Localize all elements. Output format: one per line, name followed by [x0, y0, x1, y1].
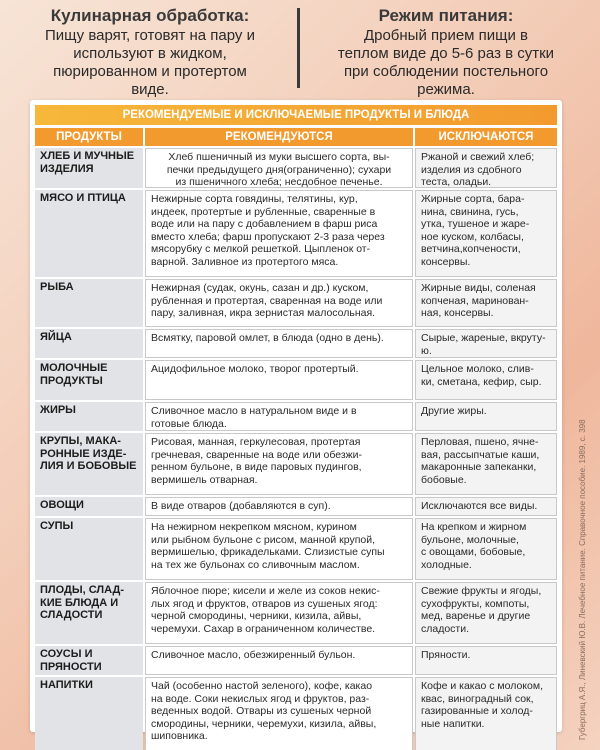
excluded-cell-line: ное куском, колбасы, [421, 230, 524, 243]
excluded-cell-line: теста, оладьи. [421, 176, 492, 188]
product-cell [35, 190, 143, 277]
excluded-cell-line: Перловая, пшено, ячне- [421, 436, 539, 448]
cooking-section [20, 6, 280, 98]
recommended-cell-line: индеек, протертые и рубленные, сваренные в [151, 205, 376, 218]
recommended-cell-line: вермишель отварная. [151, 473, 258, 486]
recommended-cell-line: рубленная и протертая, сваренная на воде или [151, 294, 383, 307]
table-row [35, 148, 557, 188]
product-cell [35, 646, 143, 675]
table-row [35, 360, 557, 400]
excluded-cell-line: макаронные запеканки, [421, 461, 537, 474]
recommended-cell [145, 279, 413, 327]
column-header-excluded: ИСКЛЮЧАЮТСЯ [415, 128, 557, 146]
product-cell [35, 582, 143, 644]
product-cell [35, 279, 143, 327]
excluded-cell [415, 360, 557, 400]
recommended-cell-line: Ацидофильное молоко, творог протертый. [151, 363, 359, 375]
recommended-cell-line: или рыбном бульоне с рисом, манной крупой, [151, 533, 376, 546]
recommended-cell-line: шиповника. [151, 730, 208, 743]
product-cell-line: РОННЫЕ ИЗДЕ- [40, 447, 127, 460]
table-row [35, 190, 557, 277]
recommended-cell [145, 677, 413, 750]
excluded-cell-line: сладости. [421, 622, 470, 635]
table-header [35, 128, 557, 146]
recommended-cell [145, 148, 413, 188]
excluded-cell [415, 190, 557, 277]
recommended-cell [145, 329, 413, 358]
table-row [35, 497, 557, 516]
diet-regime-line: режима. [417, 81, 475, 98]
product-cell-line: СУПЫ [40, 520, 74, 532]
excluded-cell-line: сухофрукты, компоты, [421, 597, 530, 610]
cooking-title: Кулинарная обработка: [50, 6, 250, 25]
excluded-cell-line: Ржаной и свежий хлеб; [421, 151, 535, 163]
excluded-cell-line: копченая, маринован- [421, 294, 529, 307]
product-cell-line: СЛАДОСТИ [40, 609, 103, 622]
excluded-cell-line: ю. [421, 344, 432, 357]
product-cell-line: ПЛОДЫ, СЛАД- [40, 584, 124, 596]
product-cell-line: МОЛОЧНЫЕ [40, 362, 108, 374]
recommended-cell [145, 433, 413, 495]
excluded-cell [415, 148, 557, 188]
recommended-cell [145, 402, 413, 431]
excluded-cell [415, 279, 557, 327]
recommended-cell-line: Всмятку, паровой омлет, в блюда (одно в день). [151, 332, 384, 344]
header [0, 0, 600, 100]
recommended-cell-line: ренном бульоне, в виде паровых пудингов, [151, 461, 362, 474]
excluded-cell [415, 582, 557, 644]
product-cell-line: СОУСЫ И [40, 648, 93, 660]
recommended-cell-line: на тех же бульонах со сливочным маслом. [151, 558, 360, 571]
cooking-line: используют в жидком, [73, 45, 227, 62]
excluded-cell-line: квас, виноградный сок, [421, 692, 534, 705]
recommended-cell-line: Рисовая, манная, геркулесовая, протертая [151, 436, 361, 448]
recommended-cell-line: печки предыдущего дня(ограниченно); сухари [166, 163, 392, 176]
excluded-cell-line: ветчина,копчености, [421, 243, 521, 256]
excluded-cell-line: консервы. [421, 255, 471, 268]
recommended-cell [145, 518, 413, 580]
product-cell [35, 497, 143, 516]
excluded-cell [415, 329, 557, 358]
table-row [35, 402, 557, 431]
product-cell-line: ЯЙЦА [40, 331, 72, 343]
recommended-cell-line: Сливочное масло, обезжиренный бульон. [151, 649, 356, 661]
recommended-cell-line: Нежирная (судак, окунь, сазан и др.) куском, [151, 282, 369, 294]
excluded-cell-line: изделия из сдобного [421, 163, 522, 176]
column-header-products: ПРОДУКТЫ [35, 128, 143, 146]
table-row [35, 279, 557, 327]
recommended-cell-line: мясорубку с мелкой решеткой. Цыпленок от- [151, 243, 371, 256]
excluded-cell-line: вая, рассыпчатые каши, [421, 448, 540, 461]
cooking-line: виде. [131, 81, 169, 98]
excluded-cell-line: Сырые, жареные, вкруту- [421, 332, 546, 344]
recommended-cell-line: Хлеб пшеничный из муки высшего сорта, вы- [168, 151, 390, 163]
diet-regime-line: Дробный прием пищи в [363, 27, 529, 44]
recommended-cell-line: вместо хлеба; фарш пропускают 2-3 раза через [151, 230, 385, 243]
recommended-cell-line: из пшеничного хлеба; несдобное печенье. [175, 176, 383, 188]
recommended-cell-line: веденных водой. Отвары из сушеных черной [151, 705, 372, 718]
table-row [35, 329, 557, 358]
recommended-cell-line: гречневая, сваренные на воде или обезжи- [151, 448, 363, 461]
product-cell-line: ИЗДЕЛИЯ [40, 162, 94, 175]
recommended-cell-line: готовые блюда. [151, 417, 227, 430]
diet-regime-title: Режим питания: [378, 6, 514, 25]
product-cell [35, 148, 143, 188]
excluded-cell-line: ная, консервы. [421, 307, 494, 320]
excluded-cell-line: холодные. [421, 558, 472, 571]
table-row [35, 433, 557, 495]
food-table-sheet [30, 100, 562, 743]
diet-regime-section [312, 6, 580, 98]
product-cell [35, 433, 143, 495]
product-cell-line: ЖИРЫ [40, 404, 76, 416]
recommended-cell-line: смородины, черники, черемухи, кизила, айвы, [151, 717, 377, 730]
recommended-cell-line: лых ягод и фруктов, отваров из сушеных ягод: [151, 597, 378, 610]
recommended-cell-line: На нежирном некрепком мясном, курином [151, 521, 357, 533]
excluded-cell [415, 518, 557, 580]
excluded-cell-line: Жирные виды, соленая [421, 282, 536, 294]
product-cell-line: НАПИТКИ [40, 679, 93, 691]
recommended-cell-line: вермишелью, фрикадельками. Слизистые супы [151, 546, 385, 559]
product-cell-line: КИЕ БЛЮДА И [40, 596, 119, 609]
product-cell [35, 329, 143, 358]
excluded-cell-line: Цельное молоко, слив- [421, 363, 534, 375]
table-row [35, 582, 557, 644]
product-cell [35, 518, 143, 580]
recommended-cell [145, 190, 413, 277]
excluded-cell-line: Другие жиры. [421, 405, 487, 417]
table-row [35, 518, 557, 580]
recommended-cell-line: Чай (особенно настой зеленого), кофе, какао [151, 680, 373, 692]
excluded-cell-line: ки, сметана, кефир, сыр. [421, 375, 542, 388]
excluded-cell-line: бобовые. [421, 473, 467, 486]
product-cell-line: ЛИЯ И БОБОВЫЕ [40, 460, 137, 473]
header-divider [297, 8, 300, 88]
product-cell-line: КРУПЫ, МАКА- [40, 435, 121, 447]
excluded-cell [415, 497, 557, 516]
excluded-cell-line: утка, тушеное и жаре- [421, 218, 530, 231]
source-credit: Губергриц А.Я., Линевский Ю.В. Лечебное питание. Справочное пособие. 1989, с. 398 [578, 419, 587, 740]
product-cell-line: ПРЯНОСТИ [40, 660, 102, 673]
product-cell [35, 677, 143, 750]
column-header-recommended: РЕКОМЕНДУЮТСЯ [145, 128, 413, 146]
recommended-cell [145, 582, 413, 644]
excluded-cell-line: Исключаются все виды. [421, 500, 538, 512]
recommended-cell-line: Сливочное масло в натуральном виде и в [151, 405, 357, 417]
table-row [35, 677, 557, 750]
recommended-cell-line: В виде отваров (добавляются в суп). [151, 500, 331, 512]
recommended-cell-line: черемухи. Сахар в ограниченном количестве. [151, 622, 376, 635]
excluded-cell-line: На крепком и жирном [421, 521, 527, 533]
product-cell [35, 402, 143, 431]
excluded-cell-line: Жирные сорта, бара- [421, 193, 525, 205]
recommended-cell [145, 646, 413, 675]
excluded-cell-line: Кофе и какао с молоком, [421, 680, 543, 692]
product-cell [35, 360, 143, 400]
excluded-cell-line: мед, варенье и другие [421, 610, 531, 623]
recommended-cell-line: Яблочное пюре; кисели и желе из соков некис- [151, 585, 380, 597]
excluded-cell-line: ные напитки. [421, 717, 485, 730]
excluded-cell-line: Пряности. [421, 649, 471, 661]
table-banner: РЕКОМЕНДУЕМЫЕ И ИСКЛЮЧАЕМЫЕ ПРОДУКТЫ И БЛЮДА [35, 105, 557, 125]
product-cell-line: ХЛЕБ И МУЧНЫЕ [40, 150, 135, 162]
recommended-cell [145, 360, 413, 400]
recommended-cell-line: варной. Заливное из протертого мяса. [151, 255, 339, 268]
excluded-cell-line: газированные и холод- [421, 705, 533, 718]
excluded-cell [415, 646, 557, 675]
excluded-cell [415, 433, 557, 495]
recommended-cell-line: Нежирные сорта говядины, телятины, кур, [151, 193, 358, 205]
excluded-cell [415, 402, 557, 431]
excluded-cell-line: с овощами, бобовые, [421, 546, 526, 559]
recommended-cell [145, 497, 413, 516]
diet-regime-line: при соблюдении постельного [343, 63, 549, 80]
excluded-cell-line: бульоне, молочные, [421, 533, 519, 546]
recommended-cell-line: черной смородины, черники, кизила, айвы, [151, 610, 362, 623]
product-cell-line: ПРОДУКТЫ [40, 374, 103, 387]
recommended-cell-line: пару, заливная, икра зернистая малосольная. [151, 307, 376, 320]
diet-regime-line: теплом виде до 5-6 раз в сутки [337, 45, 555, 62]
product-cell-line: РЫБА [40, 281, 74, 293]
cooking-line: Пищу варят, готовят на пару и [45, 27, 255, 44]
cooking-line: пюрированном и протертом [53, 63, 247, 80]
excluded-cell-line: Свежие фрукты и ягоды, [421, 585, 542, 597]
product-cell-line: ОВОЩИ [40, 499, 84, 511]
excluded-cell [415, 677, 557, 750]
recommended-cell-line: воде или на пару с добавлением в фарш риса [151, 218, 378, 231]
excluded-cell-line: нина, свинина, гусь, [421, 205, 519, 218]
table-row [35, 646, 557, 675]
product-cell-line: МЯСО И ПТИЦА [40, 192, 126, 204]
recommended-cell-line: на воде. Соки некислых ягод и фруктов, раз- [151, 692, 370, 705]
